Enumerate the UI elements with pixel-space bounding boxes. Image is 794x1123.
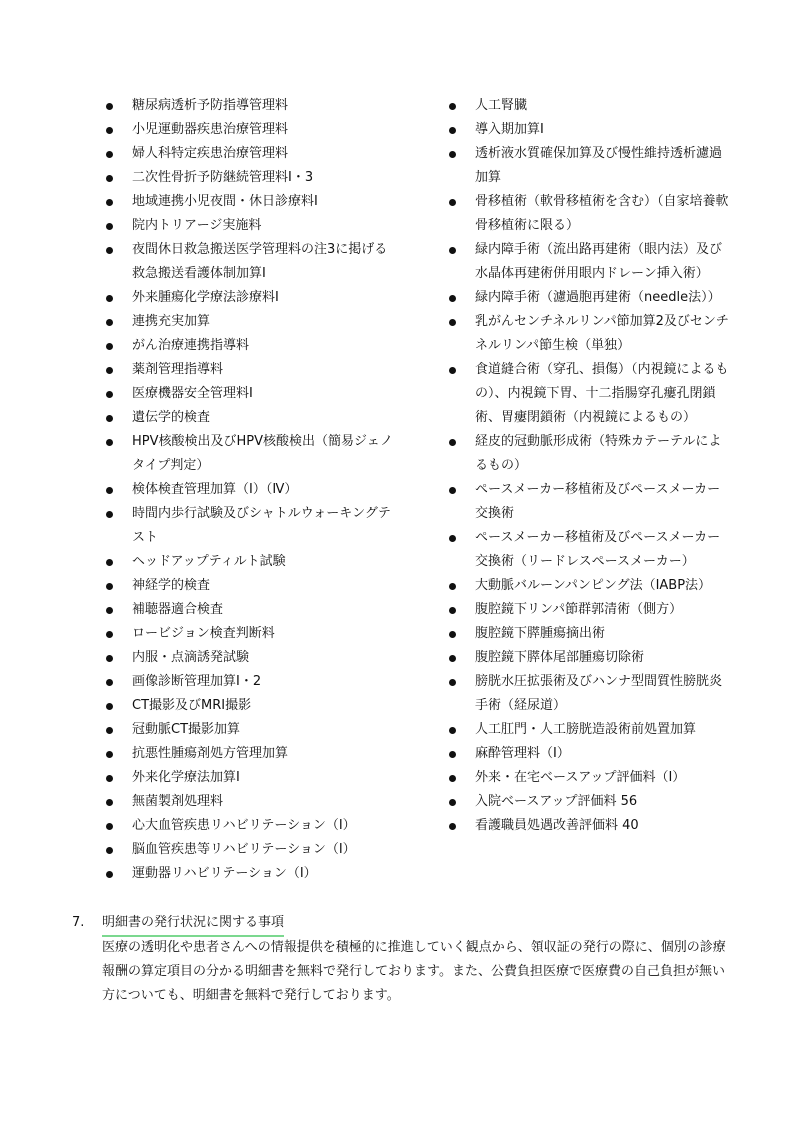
bullet-icon bbox=[106, 367, 113, 374]
list-item bbox=[443, 118, 733, 142]
bullet-icon bbox=[106, 439, 113, 446]
list-item bbox=[100, 574, 400, 598]
bullet-icon bbox=[106, 127, 113, 134]
bullet-icon bbox=[449, 367, 456, 374]
left-facility-list bbox=[100, 94, 400, 886]
list-item-text: ロービジョン検査判断料 bbox=[132, 626, 275, 641]
bullet-icon bbox=[106, 199, 113, 206]
list-item bbox=[443, 598, 733, 622]
list-item-text: ヘッドアップティルト試験 bbox=[132, 554, 286, 569]
list-item-text: 食道縫合術（穿孔、損傷）（内視鏡によるもの）、内視鏡下胃、十二指腸穿孔瘻孔閉鎖術、胃瘻閉鎖術（内視鏡によるもの） bbox=[475, 362, 729, 425]
list-item bbox=[443, 646, 733, 670]
bullet-icon bbox=[449, 295, 456, 302]
bullet-icon bbox=[106, 559, 113, 566]
bullet-icon bbox=[449, 775, 456, 782]
list-item bbox=[443, 574, 733, 598]
list-item-text: 人工肛門・人工膀胱造設術前処置加算 bbox=[475, 722, 697, 737]
bullet-icon bbox=[449, 799, 456, 806]
bullet-icon bbox=[106, 319, 113, 326]
list-item-text: 膀胱水圧拡張術及びハンナ型間質性膀胱炎手術（経尿道） bbox=[475, 674, 723, 713]
bullet-icon bbox=[106, 247, 113, 254]
list-item bbox=[100, 94, 400, 118]
list-item bbox=[443, 622, 733, 646]
list-item bbox=[100, 334, 400, 358]
list-item-text: CT撮影及びMRI撮影 bbox=[132, 698, 252, 713]
bullet-icon bbox=[106, 679, 113, 686]
bullet-icon bbox=[106, 511, 113, 518]
list-item-text: 骨移植術（軟骨移植術を含む）（自家培養軟骨移植術に限る） bbox=[475, 194, 729, 233]
list-item bbox=[100, 142, 400, 166]
bullet-icon bbox=[449, 199, 456, 206]
section-body-text: 医療の透明化や患者さんへの情報提供を積極的に推進していく観点から、領収証の発行の際に、個別の診療報酬の算定項目の分かる明細書を無料で発行しております。また、公費負担医療で医療費の自己負担が無い方についても、明細書を無料で発行しております。 bbox=[102, 940, 726, 1003]
bullet-icon bbox=[449, 655, 456, 662]
bullet-icon bbox=[106, 847, 113, 854]
list-item-text: 抗悪性腫瘍剤処方管理加算 bbox=[132, 746, 289, 761]
list-item bbox=[100, 550, 400, 574]
bullet-icon bbox=[449, 583, 456, 590]
list-item bbox=[443, 358, 733, 430]
bullet-icon bbox=[449, 103, 456, 110]
list-item-text: 腹腔鏡下膵体尾部腫瘍切除術 bbox=[475, 650, 645, 665]
list-item bbox=[100, 406, 400, 430]
list-item-text: ペースメーカー移植術及びペースメーカー交換術（リードレスペースメーカー） bbox=[475, 530, 721, 569]
list-item bbox=[443, 190, 733, 238]
bullet-icon bbox=[106, 823, 113, 830]
list-item-text: 緑内障手術（濾過胞再建術（needle法）） bbox=[475, 290, 721, 305]
list-item bbox=[100, 118, 400, 142]
bullet-icon bbox=[106, 751, 113, 758]
list-item bbox=[100, 430, 400, 478]
right-facility-list bbox=[443, 94, 733, 838]
list-item bbox=[100, 286, 400, 310]
list-item bbox=[443, 526, 733, 574]
list-item-text: 腹腔鏡下リンパ節群郭清術（側方） bbox=[475, 602, 683, 617]
bullet-icon bbox=[106, 631, 113, 638]
list-item-text: 脳血管疾患等リハビリテーション（Ⅰ） bbox=[132, 842, 356, 857]
list-item-text: 大動脈バルーンパンピング法（IABP法） bbox=[475, 578, 712, 593]
list-item-text: 糖尿病透析予防指導管理料 bbox=[132, 98, 289, 113]
bullet-icon bbox=[106, 175, 113, 182]
list-item bbox=[100, 862, 400, 886]
section-number: 7. bbox=[72, 915, 85, 930]
bullet-icon bbox=[106, 871, 113, 878]
list-item bbox=[443, 814, 733, 838]
list-item bbox=[100, 670, 400, 694]
list-item-text: 緑内障手術（流出路再建術（眼内法）及び水晶体再建術併用眼内ドレーン挿入術） bbox=[475, 242, 723, 281]
list-item-text: 補聴器適合検査 bbox=[132, 602, 224, 617]
list-item bbox=[443, 766, 733, 790]
list-item-text: 神経学的検査 bbox=[132, 578, 211, 593]
bullet-icon bbox=[106, 583, 113, 590]
bullet-icon bbox=[449, 535, 456, 542]
list-item bbox=[443, 670, 733, 718]
list-item-text: がん治療連携指導料 bbox=[132, 338, 250, 353]
bullet-icon bbox=[449, 751, 456, 758]
list-item bbox=[443, 742, 733, 766]
bullet-icon bbox=[106, 103, 113, 110]
list-item-text: 遺伝学的検査 bbox=[132, 410, 211, 425]
section-heading bbox=[72, 912, 732, 934]
list-item bbox=[100, 742, 400, 766]
list-item bbox=[100, 766, 400, 790]
bullet-icon bbox=[106, 607, 113, 614]
list-item bbox=[443, 310, 733, 358]
list-item-text: 無菌製剤処理料 bbox=[132, 794, 224, 809]
list-item bbox=[100, 478, 400, 502]
list-item-text: 検体検査管理加算（Ⅰ）（Ⅳ） bbox=[132, 482, 298, 497]
list-item bbox=[100, 622, 400, 646]
list-item-text: 婦人科特定疾患治療管理料 bbox=[132, 146, 289, 161]
list-item bbox=[100, 382, 400, 406]
list-item-text: 外来腫瘍化学療法診療料Ⅰ bbox=[132, 290, 279, 305]
list-item-text: 時間内歩行試験及びシャトルウォーキングテスト bbox=[132, 506, 391, 545]
list-item-text: 麻酔管理料（Ⅰ） bbox=[475, 746, 570, 761]
bullet-icon bbox=[106, 223, 113, 230]
list-item-text: 内服・点滴誘発試験 bbox=[132, 650, 250, 665]
list-item-text: 入院ベースアップ評価料 56 bbox=[475, 794, 638, 809]
list-item-text: HPV核酸検出及びHPV核酸検出（簡易ジェノタイプ判定） bbox=[132, 434, 394, 473]
bullet-icon bbox=[106, 295, 113, 302]
bullet-icon bbox=[106, 151, 113, 158]
list-item bbox=[100, 718, 400, 742]
list-item-text: 導入期加算Ⅰ bbox=[475, 122, 544, 137]
bullet-icon bbox=[449, 679, 456, 686]
list-item-text: 連携充実加算 bbox=[132, 314, 211, 329]
bullet-icon bbox=[106, 415, 113, 422]
list-item-text: 小児運動器疾患治療管理料 bbox=[132, 122, 289, 137]
list-item-text: 運動器リハビリテーション（Ⅰ） bbox=[132, 866, 317, 881]
bullet-icon bbox=[106, 703, 113, 710]
list-item bbox=[443, 286, 733, 310]
bullet-icon bbox=[449, 151, 456, 158]
list-item bbox=[443, 718, 733, 742]
bullet-icon bbox=[449, 631, 456, 638]
list-item bbox=[100, 502, 400, 550]
list-item bbox=[443, 430, 733, 478]
statement-issuance-section bbox=[72, 912, 732, 1008]
bullet-icon bbox=[449, 247, 456, 254]
bullet-icon bbox=[106, 487, 113, 494]
bullet-icon bbox=[449, 823, 456, 830]
list-item-text: 乳がんセンチネルリンパ節加算2及びセンチネルリンパ節生検（単独） bbox=[475, 314, 729, 353]
list-item-text: 医療機器安全管理料Ⅰ bbox=[132, 386, 253, 401]
list-item bbox=[443, 238, 733, 286]
list-item bbox=[443, 478, 733, 526]
list-item-text: 外来・在宅ベースアップ評価料（Ⅰ） bbox=[475, 770, 686, 785]
list-item bbox=[100, 694, 400, 718]
list-item bbox=[100, 238, 400, 286]
list-item bbox=[100, 790, 400, 814]
list-item bbox=[443, 142, 733, 190]
list-item-text: 経皮的冠動脈形成術（特殊カテーテルによるもの） bbox=[475, 434, 722, 473]
list-item-text: 薬剤管理指導料 bbox=[132, 362, 224, 377]
section-title: 明細書の発行状況に関する事項 bbox=[102, 912, 284, 937]
list-item bbox=[100, 598, 400, 622]
list-item-text: 看護職員処遇改善評価料 40 bbox=[475, 818, 639, 833]
bullet-icon bbox=[106, 343, 113, 350]
bullet-icon bbox=[106, 391, 113, 398]
list-item bbox=[100, 358, 400, 382]
bullet-icon bbox=[449, 727, 456, 734]
list-item-text: ペースメーカー移植術及びペースメーカー交換術 bbox=[475, 482, 721, 521]
list-item-text: 夜間休日救急搬送医学管理料の注3に掲げる救急搬送看護体制加算Ⅰ bbox=[132, 242, 388, 281]
bullet-icon bbox=[449, 127, 456, 134]
list-item-text: 心大血管疾患リハビリテーション（Ⅰ） bbox=[132, 818, 356, 833]
list-item bbox=[100, 310, 400, 334]
list-item-text: 画像診断管理加算Ⅰ・2 bbox=[132, 674, 262, 689]
list-item-text: 冠動脈CT撮影加算 bbox=[132, 722, 241, 737]
bullet-icon bbox=[449, 319, 456, 326]
list-item bbox=[100, 190, 400, 214]
bullet-icon bbox=[106, 775, 113, 782]
bullet-icon bbox=[449, 607, 456, 614]
list-item bbox=[443, 94, 733, 118]
list-item-text: 院内トリアージ実施料 bbox=[132, 218, 262, 233]
list-item bbox=[100, 814, 400, 838]
bullet-icon bbox=[449, 487, 456, 494]
list-item bbox=[100, 166, 400, 190]
list-item bbox=[100, 214, 400, 238]
list-item-text: 腹腔鏡下膵腫瘍摘出術 bbox=[475, 626, 606, 641]
list-item-text: 外来化学療法加算Ⅰ bbox=[132, 770, 240, 785]
list-item-text: 透析液水質確保加算及び慢性維持透析濾過加算 bbox=[475, 146, 723, 185]
bullet-icon bbox=[449, 439, 456, 446]
bullet-icon bbox=[106, 727, 113, 734]
list-item-text: 地域連携小児夜間・休日診療料Ⅰ bbox=[132, 194, 318, 209]
list-item bbox=[100, 646, 400, 670]
list-item-text: 二次性骨折予防継続管理料Ⅰ・3 bbox=[132, 170, 314, 185]
bullet-icon bbox=[106, 799, 113, 806]
list-item bbox=[100, 838, 400, 862]
bullet-icon bbox=[106, 655, 113, 662]
list-item bbox=[443, 790, 733, 814]
list-item-text: 人工腎臓 bbox=[475, 98, 528, 113]
